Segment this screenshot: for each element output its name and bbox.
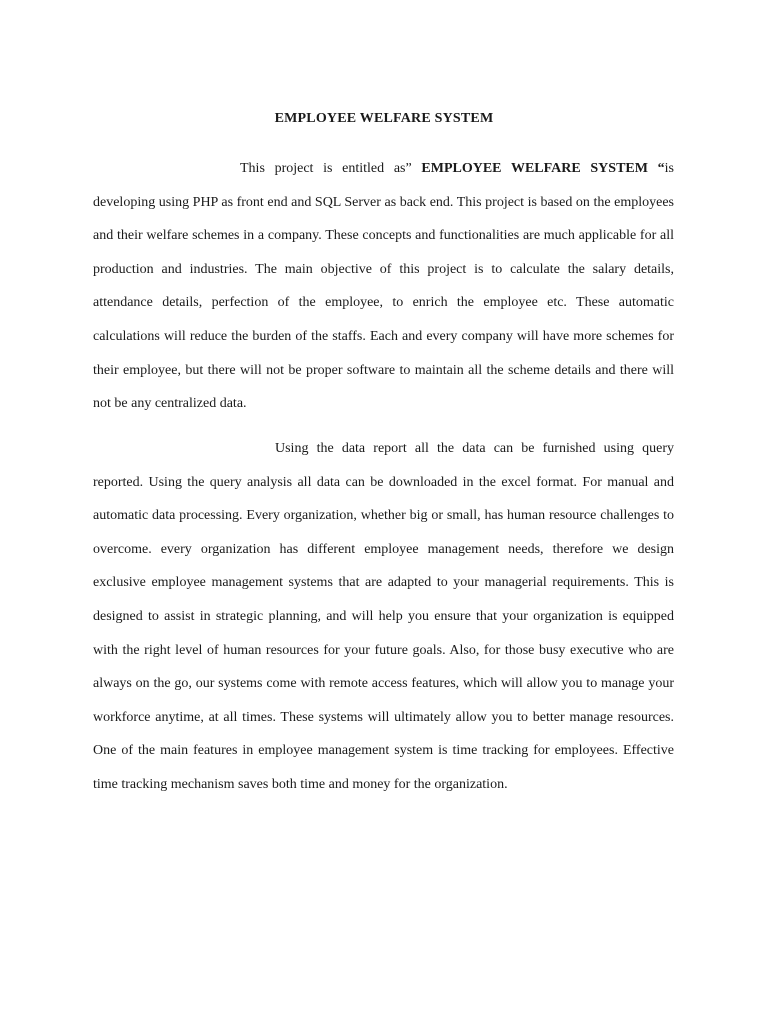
paragraph-data-report	[93, 432, 674, 802]
paragraph-intro	[93, 152, 674, 421]
intro-system-name: EMPLOYEE WELFARE SYSTEM “	[421, 161, 665, 176]
intro-body-text: is developing using PHP as front end and SQL Server as back end. This project is based on the employees and their welfare schemes in a company. These concepts and functionalities are much applicable for all production and industries. The main objective of this project is to calculate the salary details, attendance details, perfection of the employee, to enrich the employee etc. These automatic calculations will reduce the burden of the staffs. Each and every company will have more schemes for their employee, but there will not be proper software to maintain all the scheme details and there will not be any centralized data.	[93, 161, 674, 412]
data-report-text: Using the data report all the data can be furnished using query reported. Using the query analysis all data can be downloaded in the excel format. For manual and automatic data processing. Every organization, whether big or small, has human resource challenges to overcome. every organization has different employee management needs, therefore we design exclusive employee management systems that are adapted to your managerial requirements. This is designed to assist in strategic planning, and will help you ensure that your organization is equipped with the right level of human resources for your future goals. Also, for those busy executive who are always on the go, our systems come with remote access features, which will allow you to manage your workforce anytime, at all times. These systems will ultimately allow you to better manage resources. One of the main features in employee management system is time tracking for employees. Effective time tracking mechanism saves both time and money for the organization.	[93, 441, 674, 792]
intro-lead-text: This project is entitled as”	[240, 161, 422, 176]
document-title: EMPLOYEE WELFARE SYSTEM	[274, 111, 494, 126]
